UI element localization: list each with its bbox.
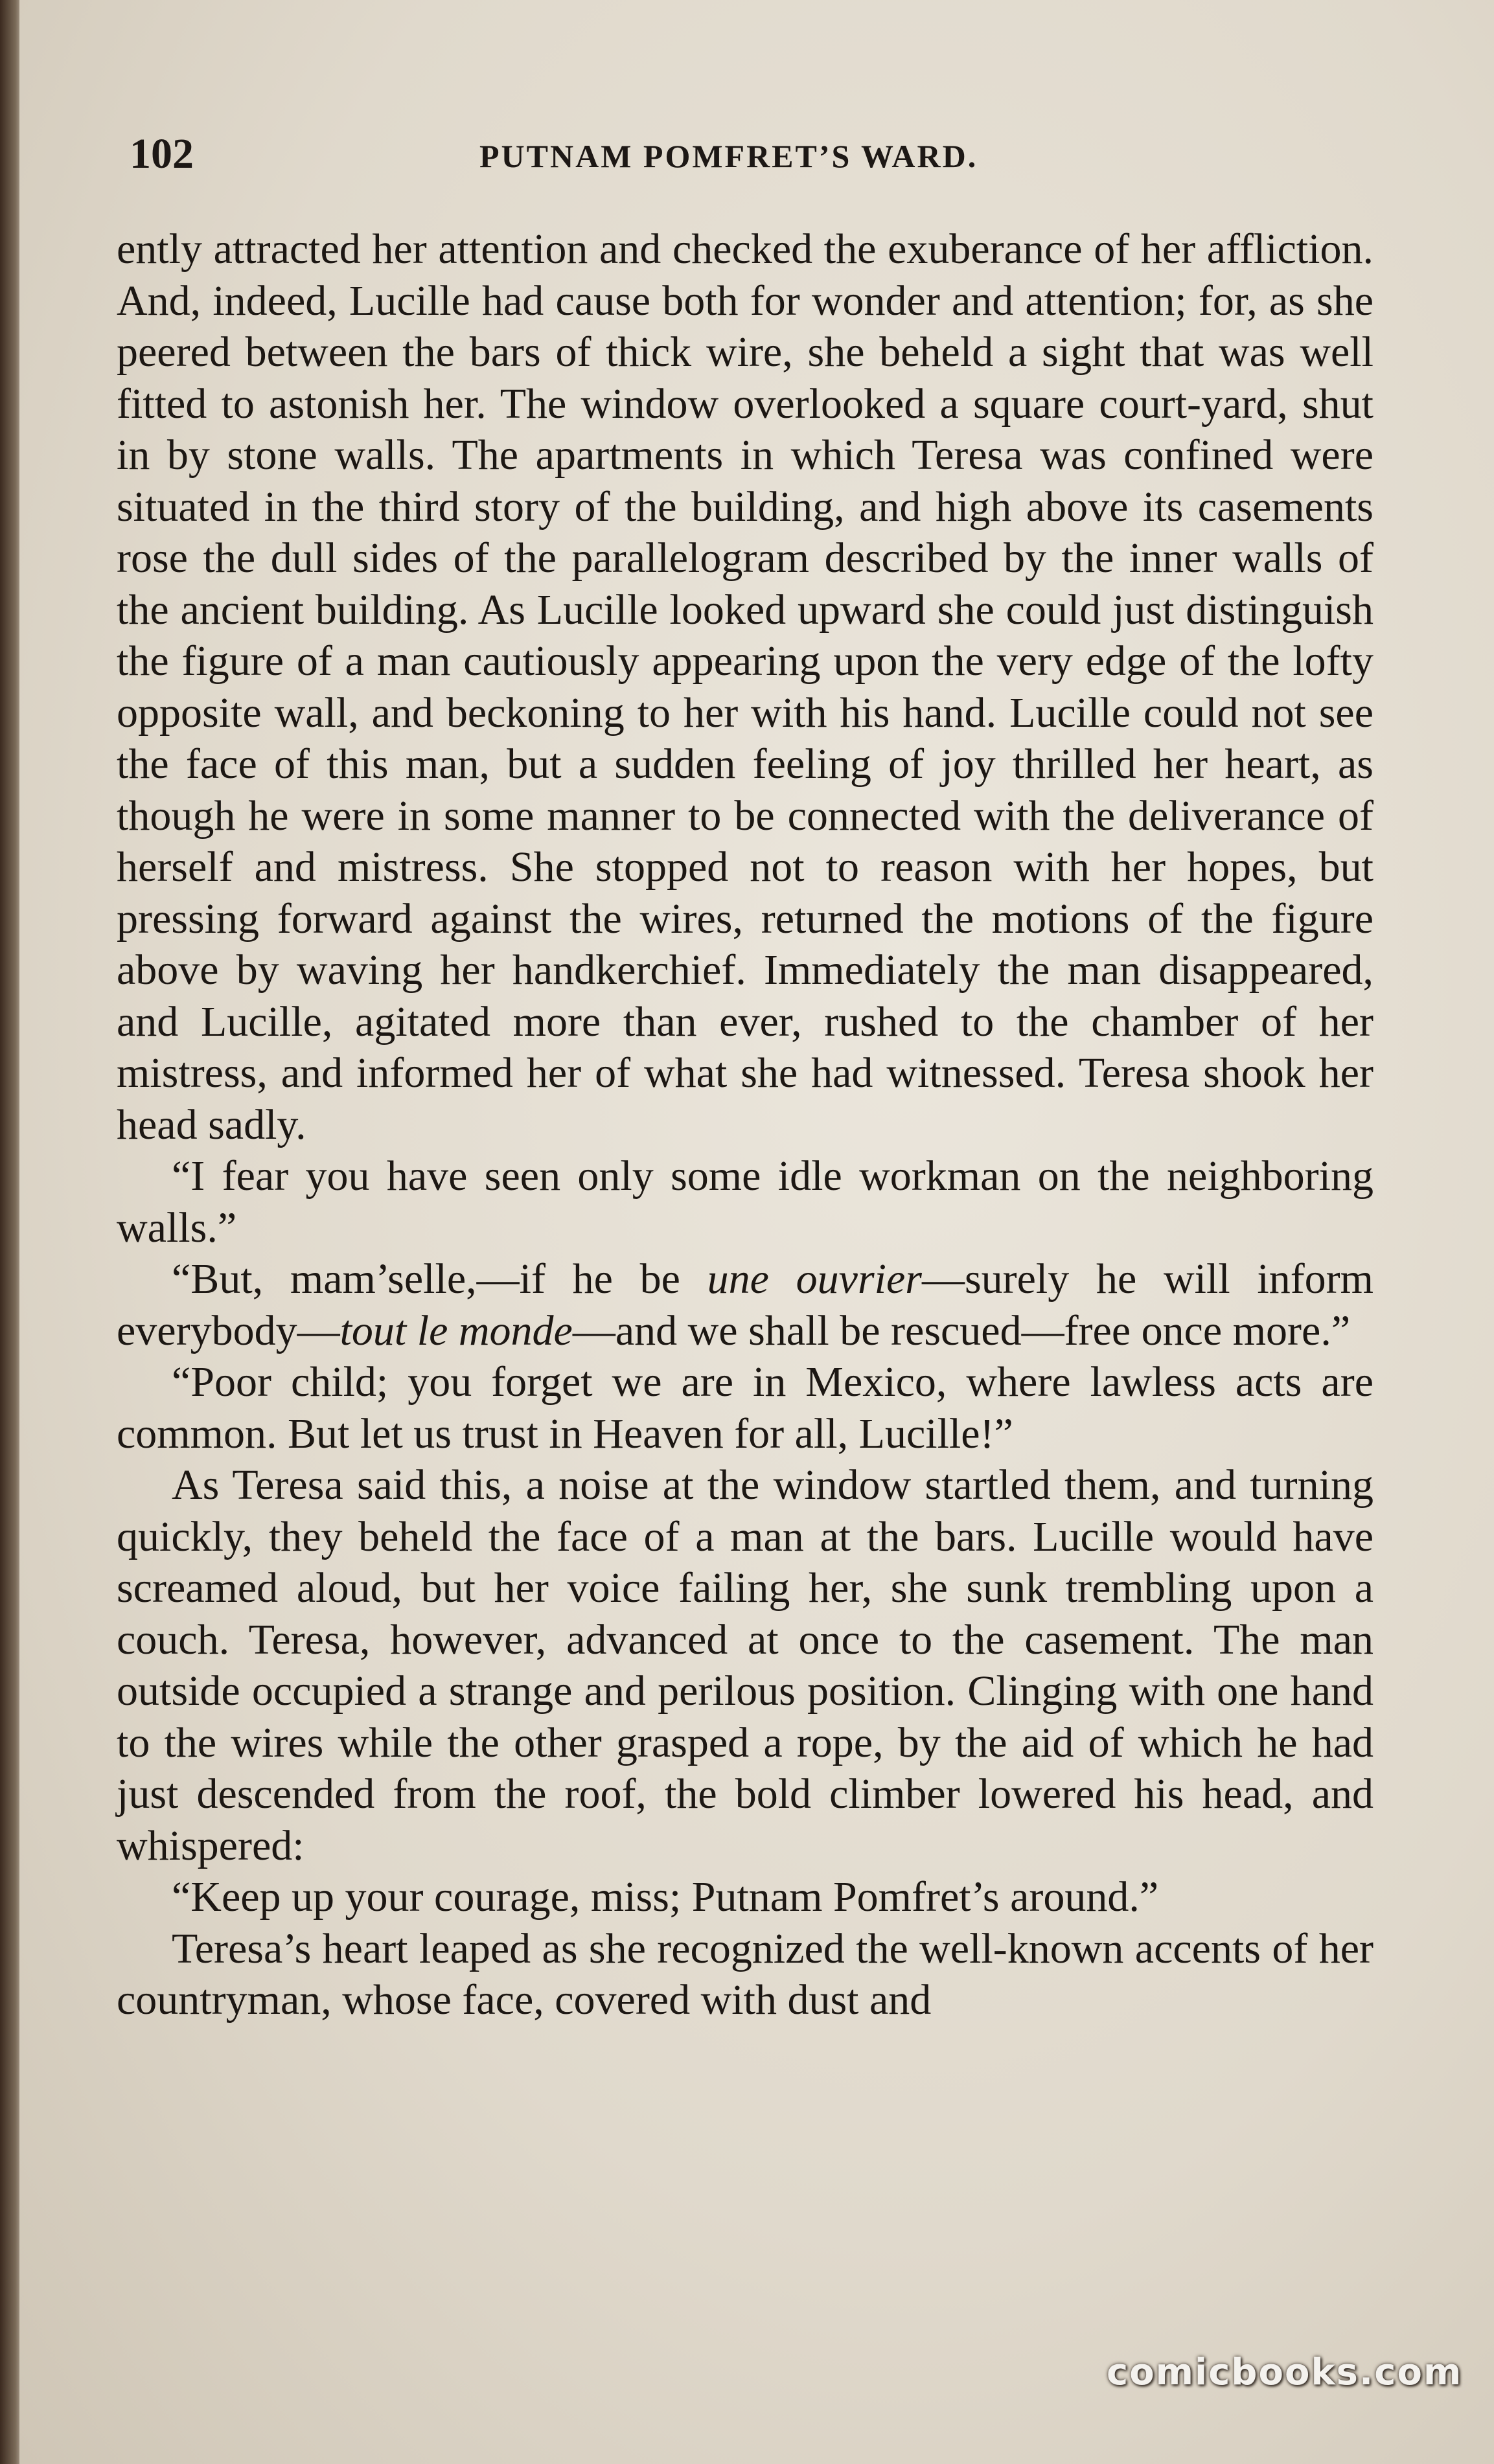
running-head: PUTNAM POMFRET’S WARD. (479, 138, 978, 174)
paragraph-1: ently attracted her attention and checked the exuberance of her affliction. And, indeed, Lucille had cause both for wonder and attention; for, as she peered between the bars of thick wire, she beheld a sight that was well fitted to astonish her. The window overlooked a square court-yard, shut in by stone walls. The apartments in which Teresa was confined were situated in the third story of the building, and high above its casements rose the dull sides of the parallelogram described by the inner walls of the ancient building. As Lucille looked upward she could just distinguish the figure of a man cautiously appearing upon the very edge of the lofty opposite wall, and beckoning to her with his hand. Lucille could not see the face of this man, but a sudden feeling of joy thrilled her heart, as though he were in some manner to be connected with the deliverance of herself and mistress. She stopped not to reason with her hopes, but pressing forward against the wires, returned the motions of the figure above by waving her handkerchief. Immediately the man disappeared, and Lucille, agitated more than ever, rushed to the chamber of her mistress, and informed her of what she had witnessed. Teresa shook her head sadly. (117, 225, 1373, 1148)
paragraph-4: “Poor child; you forget we are in Mexico, where lawless acts are common. But let us trust in Heaven for all, Lucille!” (117, 1358, 1373, 1457)
paragraph-3-italic-phrase-1: une ouvrier (707, 1255, 922, 1303)
paragraph-3-part-c: —surely he will inform everybody— (117, 1255, 1373, 1354)
page-number: 102 (130, 130, 194, 177)
page-body (117, 223, 1373, 2026)
paragraph-7: Teresa’s heart leaped as she recognized the well-known accents of her countryman, whose face, covered with dust and (117, 1924, 1373, 2024)
page-header (117, 123, 1399, 194)
paragraph-2: “I fear you have seen only some idle workman on the neighboring walls.” (117, 1152, 1373, 1251)
paragraph-3-part-a: “But, mam’selle,—if he be (172, 1255, 707, 1303)
paragraph-5: As Teresa said this, a noise at the window startled them, and turning quickly, they beheld the face of a man at the bars. Lucille would have screamed aloud, but her voice failing her, she sunk trembling upon a couch. Teresa, however, advanced at once to the casement. The man outside occupied a strange and perilous position. Clinging with one hand to the wires while the other grasped a rope, by the aid of which he had just descended from the roof, the bold climber lowered his head, and whispered: (117, 1461, 1373, 1869)
paragraph-3 (117, 1253, 1373, 1356)
paragraph-3-part-e: —and we shall be rescued—free once more.” (572, 1306, 1351, 1354)
paragraph-6: “Keep up your courage, miss; Putnam Pomfret’s around.” (172, 1873, 1159, 1921)
paragraph-3-italic-phrase-2: tout le monde (339, 1306, 573, 1354)
watermark: comicbooks.com (1107, 2351, 1463, 2393)
